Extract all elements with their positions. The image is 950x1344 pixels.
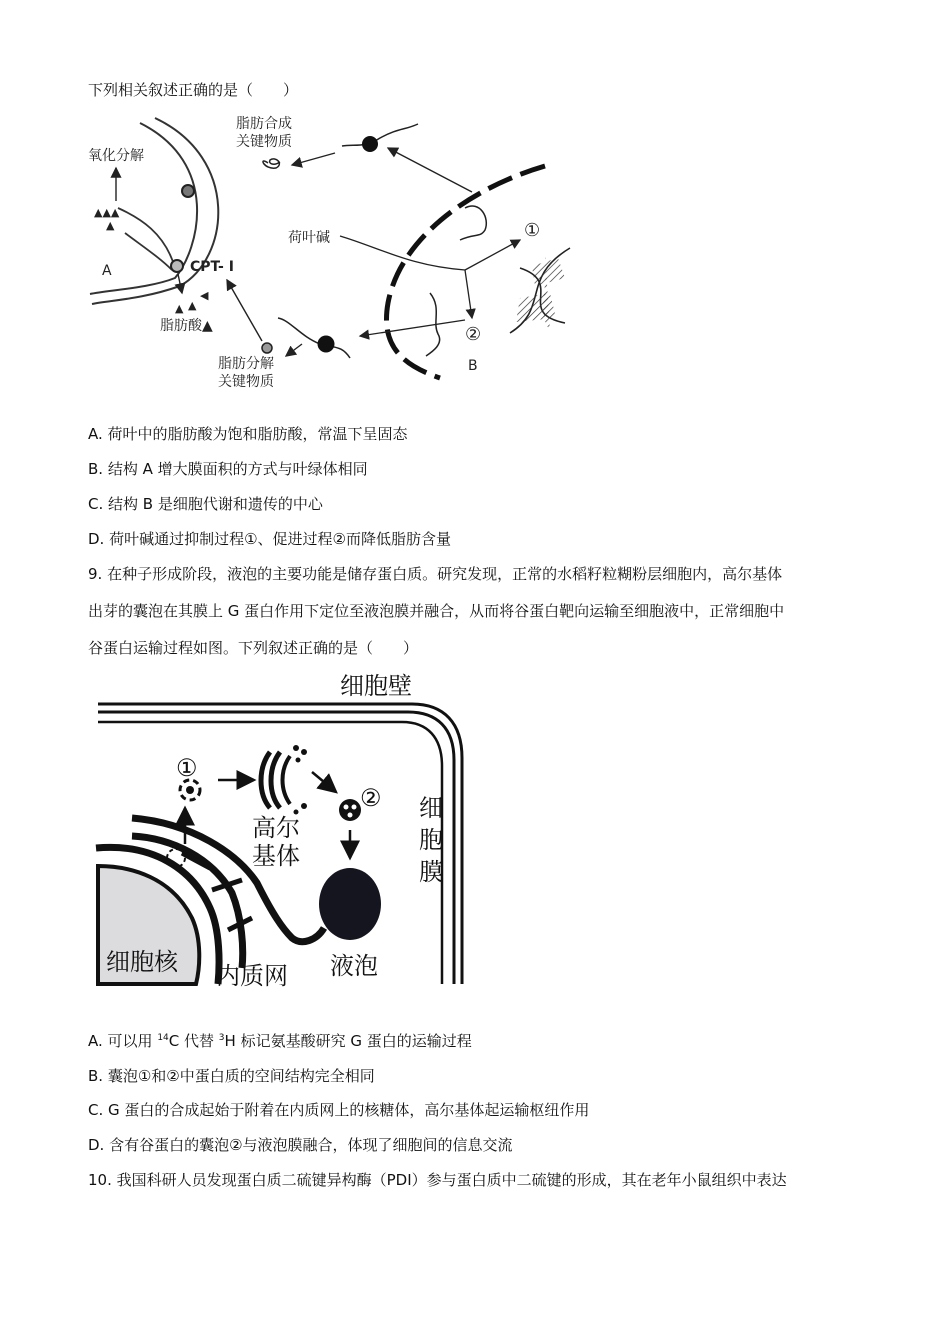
q8-stem: 下列相关叙述正确的是（ ） [88,81,299,99]
q9-stem-line2: 出芽的囊泡在其膜上 G 蛋白作用下定位至液泡膜并融合，从而将谷蛋白靶向运输至细胞液中，正常细胞中 [88,602,785,620]
label-nucleus: 细胞核 [106,948,178,976]
label-vacuole: 液泡 [330,952,378,980]
q8-option-d: D. 荷叶碱通过抑制过程①、促进过程②而降低脂肪含量 [88,530,451,548]
q10-stem: 10. 我国科研人员发现蛋白质二硫键异构酶（PDI）参与蛋白质中二硫键的形成，其在老年小鼠组织中表达 [88,1171,787,1189]
vesicle-2 [339,799,361,821]
svg-text:◀: ◀ [200,289,209,302]
svg-text:▲: ▲ [175,302,184,315]
label-er: 内质网 [216,962,288,990]
vacuole [319,868,381,940]
decomposition-key-substance [262,343,272,353]
q9-option-a: A. 可以用 $^{14}$C 代替 $^3$H 标记氨基酸研究 G 蛋白的运输过程 [88,1032,472,1050]
label-synthesis-line1: 脂肪合成 [236,116,292,132]
q9-option-d: D. 含有谷蛋白的囊泡②与液泡膜融合，体现了细胞间的信息交流 [88,1136,513,1154]
q9-option-c: C. G 蛋白的合成起始于附着在内质网上的核糖体，高尔基体起运输枢纽作用 [88,1101,590,1119]
svg-text:▲: ▲ [188,299,197,312]
label-cell-wall: 细胞壁 [340,672,412,700]
label-golgi-1: 高尔 [252,814,300,842]
q9-option-b: B. 囊泡①和②中蛋白质的空间结构完全相同 [88,1067,375,1085]
q9-stem-line3: 谷蛋白运输过程如图。下列叙述正确的是（ ） [88,639,419,657]
mrna-1 [460,206,486,240]
label-nuciferine: 荷叶碱 [288,230,330,246]
q8-option-b: B. 结构 A 增大膜面积的方式与叶绿体相同 [88,460,368,478]
golgi-apparatus [261,745,307,815]
q9-stem-line1: 9. 在种子形成阶段，液泡的主要功能是储存蛋白质。研究发现，正常的水稻籽粒糊粉层细胞内，高尔基体 [88,565,783,583]
label-golgi-2: 基体 [252,842,300,870]
fatty-acid-triangles: ▲▲▲ [94,206,120,219]
dna-double-helix [510,248,570,333]
label-structure-A: A [102,263,112,279]
q8-option-c: C. 结构 B 是细胞代谢和遗传的中心 [88,495,323,513]
label-membrane-2: 胞 [419,826,443,854]
label-membrane-1: 细 [419,794,443,822]
cpt1-protein [171,260,183,272]
mitochondrion-crista [118,208,175,268]
membrane-protein [182,185,194,197]
synthesis-key-substance [263,159,280,168]
mitochondrion-crista [125,233,172,270]
ribosome-bottom [318,336,335,353]
label-process-1: ① [524,220,541,241]
label-process-2: ② [465,324,482,345]
label-fatty-acid: 脂肪酸▲ [160,318,213,334]
label-structure-B: B [468,358,478,374]
label-decomposition-line2: 关键物质 [218,374,274,390]
figure-lipid-metabolism [80,108,600,398]
label-oxidation: 氧化分解 [88,148,144,164]
label-synthesis-line2: 关键物质 [236,134,292,150]
label-membrane-3: 膜 [419,858,443,886]
label-vesicle-1: ① [176,754,198,782]
ribosome-top [362,136,378,152]
label-decomposition-line1: 脂肪分解 [218,356,274,372]
q8-option-a: A. 荷叶中的脂肪酸为饱和脂肪酸，常温下呈固态 [88,425,408,443]
label-cpt1: CPT- I [190,259,234,275]
svg-text:▲: ▲ [106,219,115,232]
label-vesicle-2: ② [360,784,382,812]
figure-protein-transport [92,668,472,998]
ribosome-mrna-bottom [278,318,350,358]
ribosome-mrna-top [342,124,418,146]
